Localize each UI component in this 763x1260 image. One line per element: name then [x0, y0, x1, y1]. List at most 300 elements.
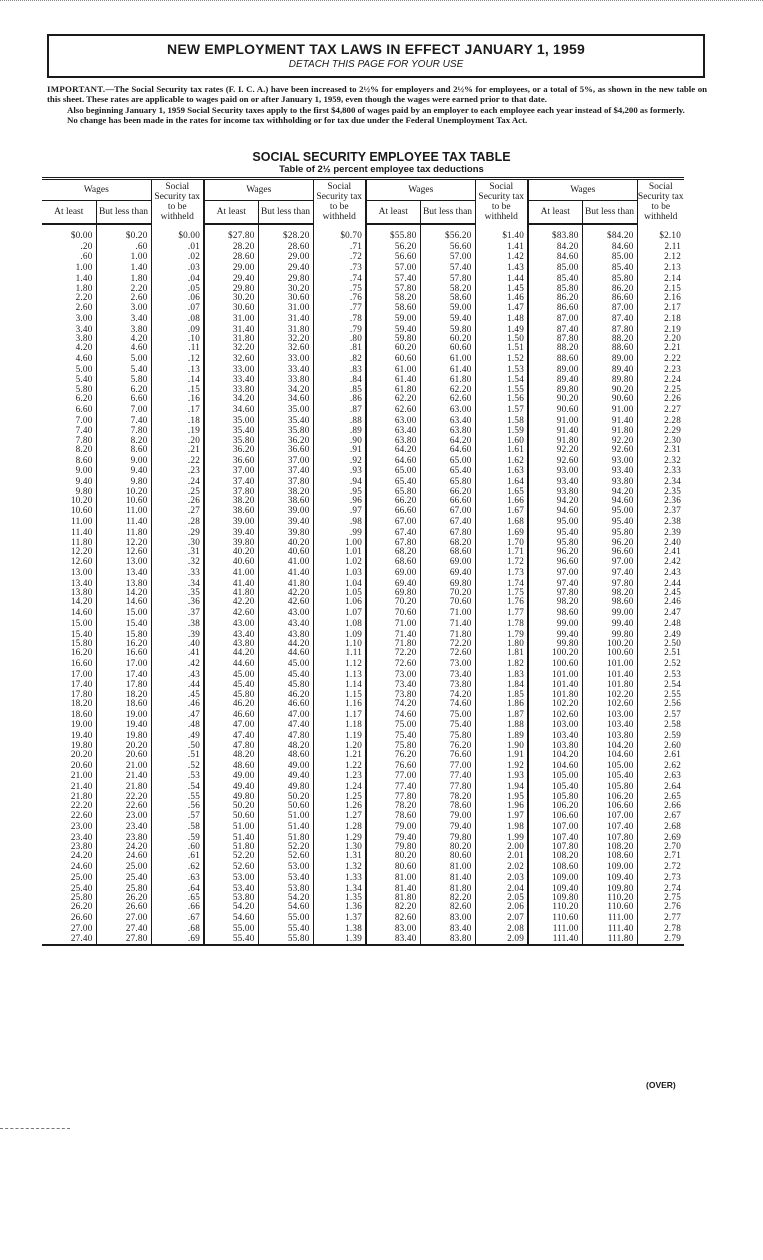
tax-withheld-cell: .92	[313, 455, 366, 466]
wage-at-least-cell: 67.00	[366, 516, 420, 527]
tax-withheld-cell: 1.97	[475, 810, 528, 821]
tax-withheld-cell: 1.71	[475, 546, 528, 557]
wage-but-less-cell: 33.00	[258, 353, 313, 364]
tax-withheld-cell: 1.35	[313, 893, 366, 901]
wages-group-header: Wages	[204, 179, 313, 201]
wage-but-less-cell: 17.00	[96, 658, 151, 669]
wage-but-less-cell: 7.80	[96, 425, 151, 436]
tax-withheld-cell: 2.77	[637, 912, 684, 923]
wage-but-less-cell: 110.60	[582, 901, 637, 912]
wage-but-less-cell: 49.80	[258, 781, 313, 792]
tax-withheld-cell: 2.54	[637, 679, 684, 690]
wage-but-less-cell: 53.40	[258, 872, 313, 883]
tax-withheld-cell: 1.57	[475, 404, 528, 415]
wage-but-less-cell: 49.40	[258, 770, 313, 781]
wage-but-less-cell: 82.60	[420, 901, 475, 912]
wage-but-less-cell: 87.80	[582, 324, 637, 335]
tax-withheld-cell: 2.38	[637, 516, 684, 527]
wage-but-less-cell: 47.80	[258, 730, 313, 741]
table-row	[42, 639, 684, 647]
tax-withheld-cell: 2.26	[637, 393, 684, 404]
wage-at-least-cell: 15.00	[70, 617, 93, 628]
wage-at-least-cell: 58.60	[366, 302, 420, 313]
wage-but-less-cell: 62.20	[420, 385, 475, 393]
tax-withheld-cell: 1.55	[475, 385, 528, 393]
wage-at-least-cell: 37.00	[204, 465, 258, 476]
wage-but-less-cell: 68.60	[420, 546, 475, 557]
tax-withheld-cell: .40	[151, 639, 204, 647]
tax-withheld-cell: 1.10	[313, 639, 366, 647]
table-row	[42, 658, 684, 669]
wage-but-less-cell: 50.60	[258, 800, 313, 811]
wage-at-least-cell: 89.00	[528, 364, 582, 375]
wage-but-less-cell: 5.00	[96, 353, 151, 364]
wage-at-least-cell: 31.40	[204, 324, 258, 335]
wage-at-least-cell: 103.00	[528, 719, 582, 730]
tax-withheld-cell: 2.44	[637, 578, 684, 589]
wage-at-least-cell: 76.20	[366, 749, 420, 760]
tax-withheld-cell: .47	[151, 709, 204, 720]
wage-but-less-cell: 63.40	[420, 415, 475, 426]
wage-at-least-cell: 53.40	[204, 883, 258, 894]
tax-withheld-cell: 1.63	[475, 465, 528, 476]
wage-but-less-cell: 15.40	[96, 618, 151, 629]
wage-but-less-cell: 3.80	[96, 324, 151, 335]
wage-at-least-cell: 55.40	[204, 933, 258, 945]
wage-but-less-cell: 95.40	[582, 516, 637, 527]
tax-withheld-cell: .42	[151, 658, 204, 669]
tax-withheld-cell: 2.60	[637, 741, 684, 749]
tax-withheld-cell: 1.95	[475, 792, 528, 800]
wage-but-less-cell: 38.20	[258, 487, 313, 495]
wage-but-less-cell: 5.40	[96, 364, 151, 375]
wage-but-less-cell: 43.00	[258, 607, 313, 618]
wage-but-less-cell: 109.40	[582, 872, 637, 883]
ss-tax-header: Social Security tax to be withheld	[313, 179, 366, 225]
tax-withheld-cell: 1.98	[475, 821, 528, 832]
wage-but-less-cell: 13.40	[96, 567, 151, 578]
wage-but-less-cell: 52.60	[258, 850, 313, 861]
wage-at-least-cell: 4.60	[75, 353, 93, 364]
table-row	[42, 465, 684, 476]
wage-at-least-cell: 27.00	[70, 922, 93, 933]
wage-at-least-cell: 101.80	[528, 690, 582, 698]
tax-withheld-cell: .66	[151, 901, 204, 912]
table-row	[42, 385, 684, 393]
table-row	[42, 556, 684, 567]
wage-but-less-cell: 105.00	[582, 760, 637, 771]
table-row	[42, 292, 684, 303]
table-row	[42, 415, 684, 426]
wage-at-least-cell: 103.80	[528, 741, 582, 749]
tax-withheld-cell: 1.47	[475, 302, 528, 313]
wage-but-less-cell: 74.20	[420, 690, 475, 698]
wage-at-least-cell: 87.00	[528, 313, 582, 324]
wage-at-least-cell: 111.00	[528, 923, 582, 934]
wage-but-less-cell: 46.20	[258, 690, 313, 698]
wage-but-less-cell: 39.00	[258, 505, 313, 516]
wage-but-less-cell: 81.80	[420, 883, 475, 894]
wage-but-less-cell: 41.40	[258, 567, 313, 578]
wage-at-least-cell: 110.60	[528, 912, 582, 923]
wage-at-least-cell: 97.80	[528, 588, 582, 596]
wage-but-less-cell: 101.40	[582, 669, 637, 680]
wage-but-less-cell: 97.00	[582, 556, 637, 567]
wage-but-less-cell: 103.40	[582, 719, 637, 730]
wage-at-least-cell: 25.80	[70, 892, 93, 903]
wage-but-less-cell: 58.20	[420, 284, 475, 292]
but-less-header: But less than	[420, 201, 475, 225]
wage-at-least-cell: 43.40	[204, 629, 258, 640]
tax-withheld-cell: 1.62	[475, 455, 528, 466]
tax-withheld-cell: 1.11	[313, 647, 366, 658]
wage-at-least-cell: 36.20	[204, 444, 258, 455]
wage-at-least-cell: 45.80	[204, 690, 258, 698]
tax-withheld-cell: 2.46	[637, 596, 684, 607]
wage-at-least-cell: 24.20	[70, 850, 93, 861]
wage-but-less-cell: 6.60	[96, 393, 151, 404]
wage-at-least-cell: 13.40	[70, 577, 93, 588]
wage-but-less-cell: 8.60	[96, 444, 151, 455]
wage-at-least-cell: 3.00	[75, 312, 93, 323]
wage-at-least-cell: 49.00	[204, 770, 258, 781]
tax-withheld-cell: 1.30	[313, 842, 366, 850]
tax-withheld-cell: 1.22	[313, 760, 366, 771]
table-header	[42, 179, 684, 225]
tax-withheld-cell: 1.84	[475, 679, 528, 690]
wage-but-less-cell: 32.60	[258, 342, 313, 353]
page-top-perforation	[0, 0, 763, 7]
wage-at-least-cell: 5.80	[75, 384, 93, 395]
wage-but-less-cell: $56.20	[420, 230, 475, 241]
tax-withheld-cell: .10	[151, 334, 204, 342]
tax-withheld-cell: 2.37	[637, 505, 684, 516]
wage-at-least-cell: 72.20	[366, 647, 420, 658]
wage-but-less-cell: 75.80	[420, 730, 475, 741]
wage-but-less-cell: 1.00	[96, 251, 151, 262]
wage-but-less-cell: 27.00	[96, 912, 151, 923]
wage-at-least-cell: 69.00	[366, 567, 420, 578]
wage-at-least-cell: 61.80	[366, 385, 420, 393]
wage-but-less-cell: 78.20	[420, 792, 475, 800]
wage-but-less-cell: 107.40	[582, 821, 637, 832]
wage-but-less-cell: 81.40	[420, 872, 475, 883]
wage-but-less-cell: 2.60	[96, 292, 151, 303]
wage-but-less-cell: 10.60	[96, 495, 151, 506]
wage-at-least-cell: 107.40	[528, 832, 582, 843]
table-row	[42, 901, 684, 912]
tax-withheld-cell: .94	[313, 476, 366, 487]
wage-but-less-cell: 46.60	[258, 698, 313, 709]
tax-withheld-cell: 1.94	[475, 781, 528, 792]
tax-withheld-cell: 1.38	[313, 923, 366, 934]
wage-at-least-cell: 98.20	[528, 596, 582, 607]
wage-but-less-cell: 105.40	[582, 770, 637, 781]
wage-but-less-cell: 26.60	[96, 901, 151, 912]
wage-at-least-cell: 11.80	[71, 536, 93, 547]
tax-withheld-cell: 2.58	[637, 719, 684, 730]
tax-withheld-cell: 2.79	[637, 933, 684, 945]
wage-at-least-cell: 106.60	[528, 810, 582, 821]
tax-withheld-cell: .72	[313, 251, 366, 262]
tax-withheld-cell: 2.03	[475, 872, 528, 883]
table-row	[42, 669, 684, 680]
tax-withheld-cell: .28	[151, 516, 204, 527]
wage-but-less-cell: 108.20	[582, 842, 637, 850]
tax-withheld-cell: 2.76	[637, 901, 684, 912]
wage-but-less-cell: 88.20	[582, 334, 637, 342]
wage-at-least-cell: 39.80	[204, 538, 258, 546]
tax-withheld-cell: .99	[313, 527, 366, 538]
wage-at-least-cell: 75.80	[366, 741, 420, 749]
tax-withheld-cell: 2.12	[637, 251, 684, 262]
wage-at-least-cell: 106.20	[528, 800, 582, 811]
wage-but-less-cell: 51.40	[258, 821, 313, 832]
wage-but-less-cell: 67.00	[420, 505, 475, 516]
tax-withheld-cell: 2.00	[475, 842, 528, 850]
wage-but-less-cell: 62.60	[420, 393, 475, 404]
tax-withheld-cell: .48	[151, 719, 204, 730]
wage-but-less-cell: 13.80	[96, 578, 151, 589]
tax-withheld-cell: 1.44	[475, 273, 528, 284]
tax-withheld-cell: 1.06	[313, 596, 366, 607]
wage-at-least-cell: 53.80	[204, 893, 258, 901]
tax-withheld-cell: 1.20	[313, 741, 366, 749]
wage-but-less-cell: 53.80	[258, 883, 313, 894]
wage-at-least-cell: 34.60	[204, 404, 258, 415]
wage-at-least-cell: 97.40	[528, 578, 582, 589]
page-title: NEW EMPLOYMENT TAX LAWS IN EFFECT JANUARY 1, 1959	[167, 41, 585, 57]
table-row	[42, 353, 684, 364]
wage-at-least-cell: 53.00	[204, 872, 258, 883]
wage-but-less-cell: 40.20	[258, 538, 313, 546]
wage-at-least-cell: 9.00	[75, 465, 93, 476]
wage-but-less-cell: 72.20	[420, 639, 475, 647]
wage-at-least-cell: 11.40	[71, 526, 93, 537]
tax-withheld-cell: .06	[151, 292, 204, 303]
table-row	[42, 334, 684, 342]
tax-withheld-cell: $0.00	[151, 230, 204, 241]
table-row	[42, 527, 684, 538]
wage-at-least-cell: 86.60	[528, 302, 582, 313]
wage-but-less-cell: 22.60	[96, 800, 151, 811]
table-row	[42, 546, 684, 557]
important-notice	[47, 84, 707, 126]
wage-at-least-cell: 18.20	[70, 698, 93, 709]
tax-withheld-cell: 2.70	[637, 842, 684, 850]
wage-at-least-cell: 24.60	[70, 861, 93, 872]
table-row	[42, 567, 684, 578]
tax-withheld-cell: 1.04	[313, 578, 366, 589]
tax-withheld-cell: .31	[151, 546, 204, 557]
wage-but-less-cell: 77.00	[420, 760, 475, 771]
wage-but-less-cell: 71.00	[420, 607, 475, 618]
wage-at-least-cell: 76.60	[366, 760, 420, 771]
tax-withheld-cell: 2.57	[637, 709, 684, 720]
wage-but-less-cell: 28.60	[258, 241, 313, 252]
wage-at-least-cell: 80.60	[366, 861, 420, 872]
tax-withheld-cell: .20	[151, 436, 204, 444]
wage-at-least-cell: 96.20	[528, 546, 582, 557]
tax-withheld-cell: .97	[313, 505, 366, 516]
wage-but-less-cell: 45.40	[258, 669, 313, 680]
tax-withheld-cell: 1.25	[313, 792, 366, 800]
wage-but-less-cell: 42.60	[258, 596, 313, 607]
tax-withheld-cell: 2.74	[637, 883, 684, 894]
wage-at-least-cell: 107.80	[528, 842, 582, 850]
tax-withheld-cell: .25	[151, 487, 204, 495]
wage-at-least-cell: 39.40	[204, 527, 258, 538]
wage-but-less-cell: 65.80	[420, 476, 475, 487]
tax-withheld-cell: 2.05	[475, 893, 528, 901]
wage-at-least-cell: 33.40	[204, 374, 258, 385]
wage-at-least-cell: 50.60	[204, 810, 258, 821]
wage-but-less-cell: 69.00	[420, 556, 475, 567]
wage-but-less-cell: 102.20	[582, 690, 637, 698]
tax-withheld-cell: .49	[151, 730, 204, 741]
wage-at-least-cell: 19.00	[70, 719, 93, 730]
wage-at-least-cell: 16.60	[70, 657, 93, 668]
table-row	[42, 313, 684, 324]
wage-at-least-cell: 59.00	[366, 313, 420, 324]
tax-withheld-cell: 1.08	[313, 618, 366, 629]
wage-but-less-cell: 67.80	[420, 527, 475, 538]
wage-but-less-cell: 74.60	[420, 698, 475, 709]
tax-withheld-cell: .73	[313, 262, 366, 273]
wage-but-less-cell: 86.20	[582, 284, 637, 292]
wage-at-least-cell: 17.40	[70, 679, 93, 690]
wage-but-less-cell: 85.80	[582, 273, 637, 284]
table-row	[42, 810, 684, 821]
wage-at-least-cell: 99.40	[528, 629, 582, 640]
tax-withheld-cell: .58	[151, 821, 204, 832]
table-row	[42, 251, 684, 262]
wage-at-least-cell: 40.60	[204, 556, 258, 567]
tax-withheld-cell: 1.13	[313, 669, 366, 680]
tax-withheld-cell: 1.01	[313, 546, 366, 557]
at-least-header: At least	[204, 201, 258, 225]
wage-but-less-cell: 79.00	[420, 810, 475, 821]
tax-withheld-cell: 1.18	[313, 719, 366, 730]
wage-at-least-cell: 2.60	[75, 302, 93, 313]
wage-but-less-cell: 111.80	[582, 933, 637, 945]
tax-withheld-cell: 2.69	[637, 832, 684, 843]
tax-withheld-cell: .54	[151, 781, 204, 792]
tax-withheld-cell: .04	[151, 273, 204, 284]
wage-at-least-cell: 35.00	[204, 415, 258, 426]
wage-but-less-cell: 80.20	[420, 842, 475, 850]
wage-but-less-cell: 75.00	[420, 709, 475, 720]
wage-at-least-cell: 52.20	[204, 850, 258, 861]
table-row	[42, 588, 684, 596]
tax-withheld-cell: 1.12	[313, 658, 366, 669]
tax-withheld-cell: 1.72	[475, 556, 528, 567]
wage-but-less-cell: 37.80	[258, 476, 313, 487]
wage-but-less-cell: 23.40	[96, 821, 151, 832]
tax-withheld-cell: .26	[151, 495, 204, 506]
wage-at-least-cell: 30.20	[204, 292, 258, 303]
wage-but-less-cell: 82.20	[420, 893, 475, 901]
wage-at-least-cell: 63.40	[366, 425, 420, 436]
wage-at-least-cell: 26.20	[70, 901, 93, 912]
wage-at-least-cell: 5.00	[75, 363, 93, 374]
wage-but-less-cell: 43.80	[258, 629, 313, 640]
wage-at-least-cell: 8.20	[75, 443, 93, 454]
wage-at-least-cell: 4.20	[75, 342, 93, 353]
wage-at-least-cell: 41.40	[204, 578, 258, 589]
tax-withheld-cell: .38	[151, 618, 204, 629]
wage-at-least-cell: 77.00	[366, 770, 420, 781]
tax-withheld-cell: .05	[151, 284, 204, 292]
wage-but-less-cell: 91.40	[582, 415, 637, 426]
wage-at-least-cell: 68.20	[366, 546, 420, 557]
wage-at-least-cell: 19.80	[70, 739, 93, 750]
wage-but-less-cell: 51.00	[258, 810, 313, 821]
tax-withheld-cell: .01	[151, 241, 204, 252]
wage-at-least-cell: 90.20	[528, 393, 582, 404]
tax-withheld-cell: 1.79	[475, 629, 528, 640]
wage-but-less-cell: 87.00	[582, 302, 637, 313]
wage-but-less-cell: 35.80	[258, 425, 313, 436]
wage-but-less-cell: 25.00	[96, 861, 151, 872]
wage-but-less-cell: 55.40	[258, 923, 313, 934]
tax-withheld-cell: 1.16	[313, 698, 366, 709]
wage-but-less-cell: 99.00	[582, 607, 637, 618]
tax-withheld-cell: 1.58	[475, 415, 528, 426]
tax-withheld-cell: 2.06	[475, 901, 528, 912]
wage-at-least-cell: 33.00	[204, 364, 258, 375]
table-row	[42, 538, 684, 546]
wage-but-less-cell: 66.20	[420, 487, 475, 495]
wage-but-less-cell: 25.80	[96, 883, 151, 894]
wage-but-less-cell: 107.00	[582, 810, 637, 821]
wage-at-least-cell: 100.60	[528, 658, 582, 669]
wage-at-least-cell: .20	[80, 240, 93, 251]
tax-withheld-cell: .46	[151, 698, 204, 709]
tax-withheld-cell: 1.80	[475, 639, 528, 647]
table-row	[42, 342, 684, 353]
tax-withheld-cell: 2.39	[637, 527, 684, 538]
wage-at-least-cell: 87.40	[528, 324, 582, 335]
wage-at-least-cell: 33.80	[204, 385, 258, 393]
wage-at-least-cell: 73.80	[366, 690, 420, 698]
wage-but-less-cell: 99.80	[582, 629, 637, 640]
wage-but-less-cell: 34.60	[258, 393, 313, 404]
wage-at-least-cell: 9.40	[75, 476, 93, 487]
wage-but-less-cell: 108.60	[582, 850, 637, 861]
wage-but-less-cell: 77.40	[420, 770, 475, 781]
wage-at-least-cell: 88.20	[528, 342, 582, 353]
wage-at-least-cell: 20.60	[70, 759, 93, 770]
wage-but-less-cell: 34.20	[258, 385, 313, 393]
wage-but-less-cell: 27.80	[96, 933, 151, 945]
wage-but-less-cell: 103.00	[582, 709, 637, 720]
wage-at-least-cell: 82.60	[366, 912, 420, 923]
wage-at-least-cell: 22.60	[70, 810, 93, 821]
wage-at-least-cell: 102.60	[528, 709, 582, 720]
table-row	[42, 230, 684, 241]
at-least-header: At least	[528, 201, 582, 225]
tax-withheld-cell: .19	[151, 425, 204, 436]
tax-withheld-cell: 2.31	[637, 444, 684, 455]
wage-at-least-cell: 44.60	[204, 658, 258, 669]
wage-at-least-cell: 55.00	[204, 923, 258, 934]
wage-at-least-cell: 65.80	[366, 487, 420, 495]
tax-withheld-cell: .88	[313, 415, 366, 426]
tax-withheld-cell: 1.75	[475, 588, 528, 596]
tax-withheld-cell: .75	[313, 284, 366, 292]
notice-paragraph-1	[47, 84, 707, 105]
